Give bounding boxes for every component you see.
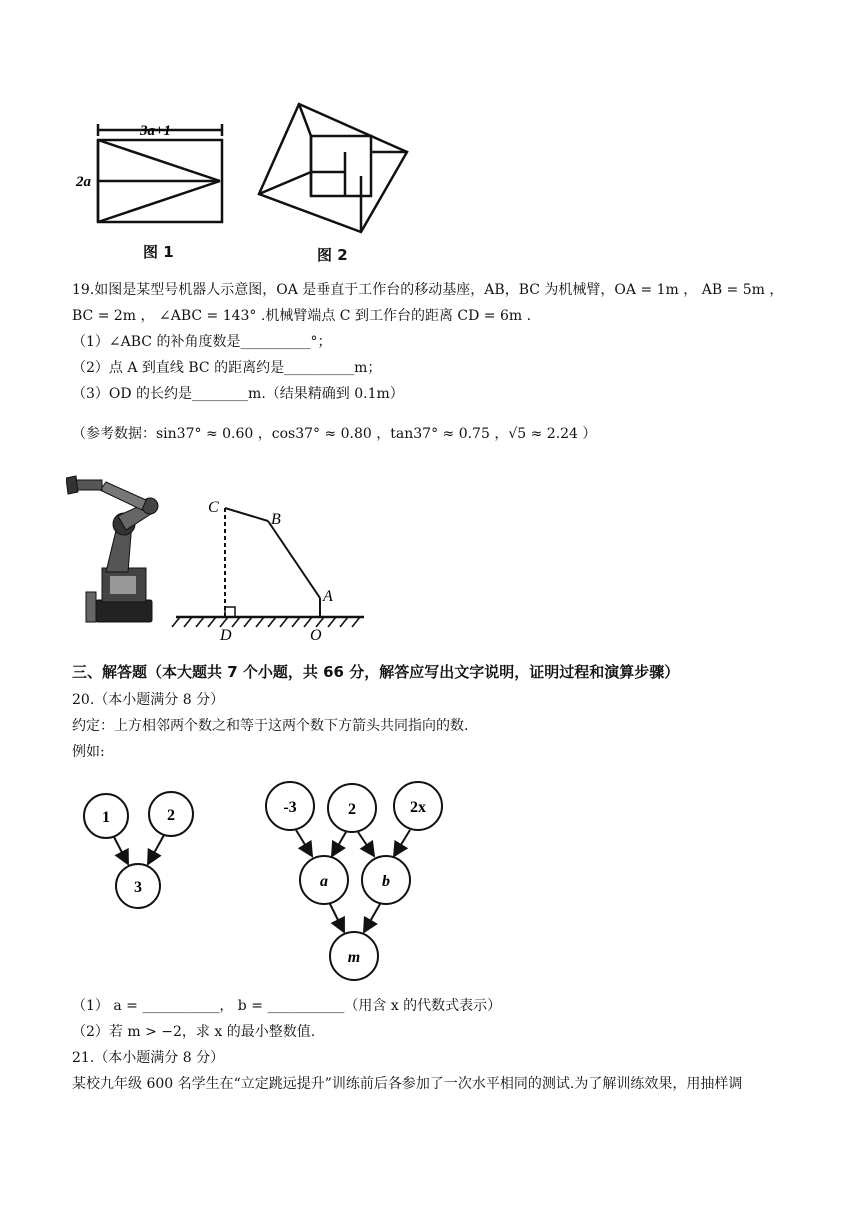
q19-line2: BC = 2m ， ∠ABC = 143° .机械臂端点 C 到工作台的距离 CD = 6m . (72, 308, 532, 324)
fig1-height-label: 2a (76, 174, 91, 190)
node-m-text: m (347, 949, 361, 966)
label-O: O (310, 627, 322, 644)
fig1-caption: 图 1 (143, 243, 174, 261)
fig2-caption: 图 2 (317, 246, 348, 264)
q20-part1: （1） a = ___________， b = ___________（用含 x 的代数式表示） (72, 998, 502, 1014)
q20-title: 20.（本小题满分 8 分） (72, 692, 225, 708)
q20-part2: （2）若 m > −2，求 x 的最小整数值. (72, 1024, 316, 1040)
node-1-text: 1 (102, 809, 110, 826)
segment-BC (225, 508, 268, 521)
q21-title: 21.（本小题满分 8 分） (72, 1050, 225, 1066)
node-2-text: 2 (348, 801, 356, 818)
robot-schematic-diagram (170, 488, 370, 648)
q20-example-label: 例如: (72, 744, 105, 760)
fig2-outer-square (259, 104, 407, 232)
example-tree-2 (260, 776, 450, 986)
label-A: A (323, 588, 333, 605)
node-3-text: 3 (134, 879, 142, 896)
label-C: C (208, 499, 219, 516)
q19-part1: （1）∠ABC 的补角度数是__________°； (72, 334, 332, 350)
node-neg3-text: -3 (283, 799, 297, 816)
robot-arm-photo (66, 472, 162, 632)
figure-2 (255, 100, 415, 240)
example-tree-1 (76, 786, 206, 916)
node-a-text: a (320, 873, 328, 890)
q19-reference-data: （参考数据：sin37° ≈ 0.60 ，cos37° ≈ 0.80 ，tan37° ≈ 0.75 ，√5 ≈ 2.24 ） (72, 426, 597, 442)
label-D: D (220, 627, 232, 644)
section-3-heading: 三、解答题（本大题共 7 个小题，共 66 分，解答应写出文字说明，证明过程和演算步骤） (72, 663, 680, 681)
node-2x-text: 2x (410, 799, 426, 816)
fig1-width-label: 3a+1 (140, 123, 172, 139)
q20-rule: 约定：上方相邻两个数之和等于这两个数下方箭头共同指向的数. (72, 718, 469, 734)
label-B: B (271, 511, 281, 528)
node-2-text: 2 (167, 807, 175, 824)
q19-line1: 19.如图是某型号机器人示意图，OA 是垂直于工作台的移动基座，AB，BC 为机械臂，OA = 1m ， AB = 5m ， (72, 282, 784, 298)
q21-line1: 某校九年级 600 名学生在“立定跳远提升”训练前后各参加了一次水平相同的测试.为了解训练效果，用抽样调 (72, 1076, 743, 1092)
q19-part2: （2）点 A 到直线 BC 的距离约是__________m； (72, 360, 382, 376)
node-b-text: b (382, 873, 390, 890)
q19-part3: （3）OD 的长约是________m.（结果精确到 0.1m） (72, 386, 404, 402)
segment-AB (268, 521, 320, 598)
right-angle-mark (225, 607, 235, 617)
